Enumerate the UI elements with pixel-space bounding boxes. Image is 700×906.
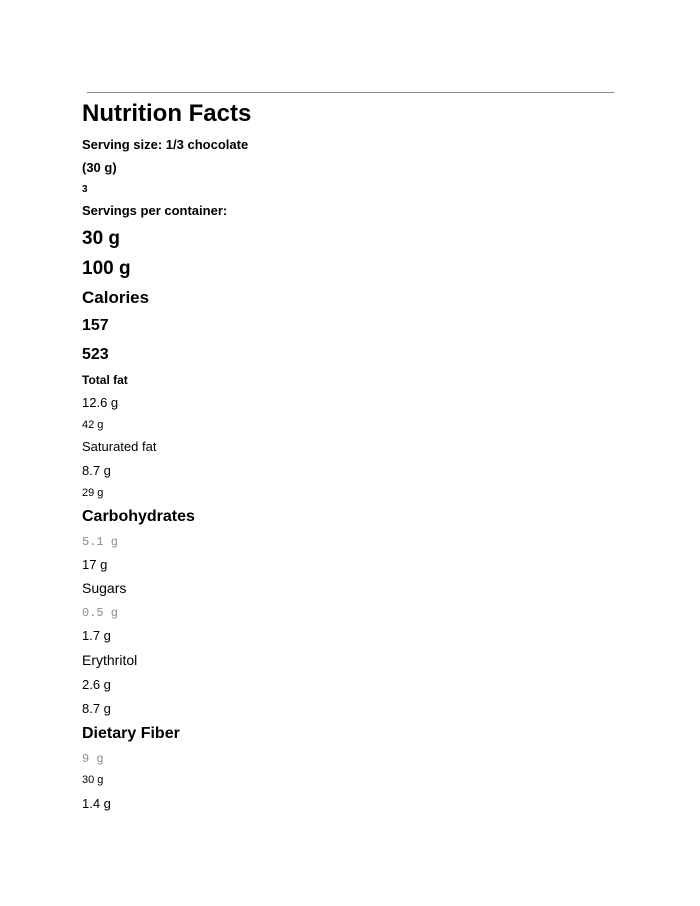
serving-size: Serving size: 1/3 chocolate: [82, 137, 249, 152]
saturated-fat-100g: 29 g: [82, 487, 104, 499]
calories-30g: 157: [82, 317, 109, 334]
total-fat-30g: 12.6 g: [82, 395, 119, 410]
erythritol-100g: 8.7 g: [82, 701, 111, 716]
dietary-fiber-label: Dietary Fiber: [82, 725, 180, 742]
sugars-label: Sugars: [82, 580, 127, 596]
erythritol-label: Erythritol: [82, 652, 138, 668]
calories-label: Calories: [82, 288, 150, 307]
carbohydrates-30g: 5.1 g: [82, 535, 119, 549]
sugars-100g: 1.7 g: [82, 628, 111, 643]
total-fat-100g: 42 g: [82, 419, 104, 431]
sugars-30g: 0.5 g: [82, 606, 119, 620]
carbohydrates-label: Carbohydrates: [82, 508, 195, 525]
servings-count: 3: [82, 184, 88, 195]
saturated-fat-30g: 8.7 g: [82, 463, 111, 478]
dietary-fiber-100g: 30 g: [82, 774, 104, 786]
total-fat-label: Total fat: [82, 373, 128, 387]
calories-100g: 523: [82, 346, 109, 363]
column-header-30g: 30 g: [82, 228, 121, 249]
column-header-100g: 100 g: [82, 258, 131, 279]
saturated-fat-label: Saturated fat: [82, 439, 157, 454]
dietary-fiber-30g: 9 g: [82, 752, 104, 766]
erythritol-30g: 2.6 g: [82, 677, 111, 692]
serving-weight: (30 g): [82, 160, 117, 175]
carbohydrates-100g: 17 g: [82, 557, 108, 572]
servings-label: Servings per container:: [82, 203, 228, 218]
top-divider: [87, 92, 614, 93]
page-title: Nutrition Facts: [82, 100, 252, 127]
dietary-fiber-extra: 1.4 g: [82, 796, 111, 811]
